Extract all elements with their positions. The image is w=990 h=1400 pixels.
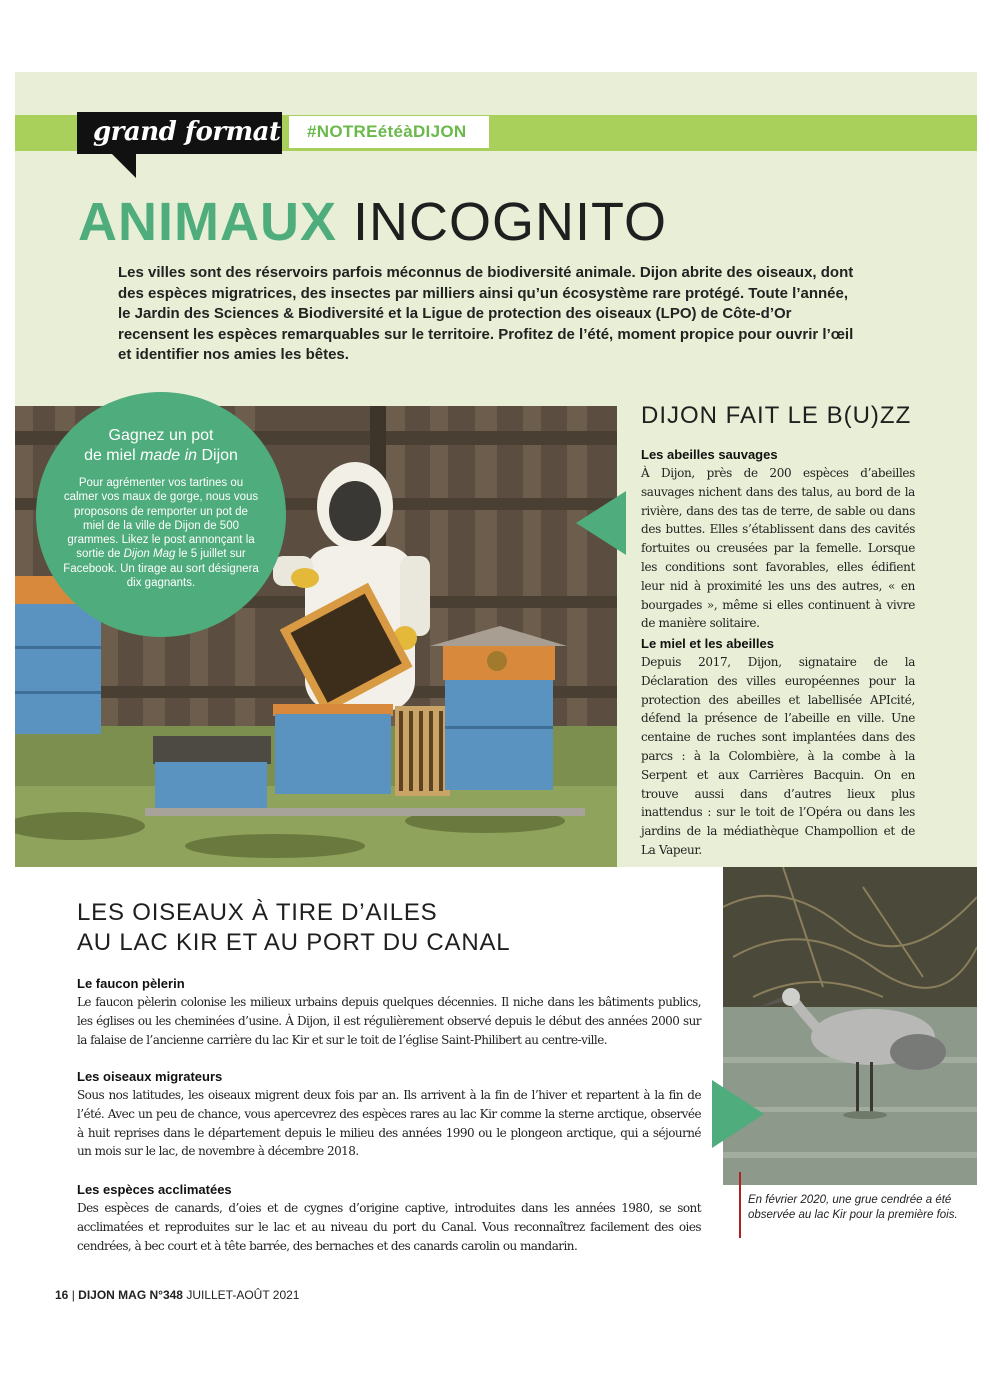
bees-wild-block	[641, 446, 915, 633]
intro-paragraph: Les villes sont des réservoirs parfois méconnus de biodiversité animale. Dijon abrite des oiseaux, dont des espèces migratrices, des insectes par milliers ainsi qu’un écosystème rare protégé. Toute l’année, le Jardin des Sciences & Biodiversité et la Ligue de protection des oiseaux (LPO) de Côte-d’Or recensent les espèces remarquables sur le territoire. Profitez de l’été, moment propice pour ouvrir l’œil et identifier nos amies les bêtes.	[118, 264, 854, 364]
hashtag-tag: #NOTREétéàDIJON	[289, 116, 489, 148]
caption-rule	[739, 1172, 741, 1238]
section-tag-tail	[112, 154, 136, 178]
page-title	[78, 190, 667, 254]
magazine-issue: DIJON MAG N°348	[78, 1288, 183, 1302]
bees-subheading-2: Le miel et les abeilles	[641, 636, 774, 651]
birds-paragraph-1: Le faucon pèlerin colonise les milieux urbains depuis quelques décennies. Il niche dans les bâtiments publics, les églises ou les cheminées d’usine. À Dijon, il est régulièrement observé depuis le début des années 2000 sur la falaise de l’ancienne carrière du lac Kir et sur le toit de l’église Saint-Philibert au centre-ville.	[77, 995, 701, 1047]
pointer-triangle-left	[576, 491, 626, 555]
bees-honey-block	[641, 635, 915, 860]
birds-subheading-3: Les espèces acclimatées	[77, 1182, 232, 1197]
page-footer: 16 | DIJON MAG N°348 JUILLET-AOÛT 2021	[55, 1288, 300, 1302]
bees-subheading-1: Les abeilles sauvages	[641, 447, 778, 462]
birds-subheading-1: Le faucon pèlerin	[77, 976, 185, 991]
title-part-2: INCOGNITO	[353, 192, 668, 252]
page-number: 16	[55, 1288, 69, 1302]
title-part-1: ANIMAUX	[78, 192, 337, 252]
bees-paragraph-1: À Dijon, près de 200 espèces d’abeilles sauvages nichent dans des talus, au bord de la rivière, dans des tas de terre, de sable ou dans des buttes. Elles s’établissent dans des cavités fortuites ou creusées par la femelle. Lorsque les conditions sont favorables, elles édifient leur nid à proximité les uns des autres, « en bourgades », même si elles continuent à vivre de manière solitaire.	[641, 466, 915, 631]
contest-circle	[36, 392, 286, 637]
photo-caption: En février 2020, une grue cendrée a été observée au lac Kir pour la première fois.	[748, 1194, 958, 1221]
birds-falcon-block	[77, 975, 701, 1049]
birds-subheading-2: Les oiseaux migrateurs	[77, 1069, 223, 1084]
bees-section-title: DIJON FAIT LE B(U)ZZ	[641, 402, 912, 429]
contest-body: Pour agrémenter vos tartines ou calmer vos maux de gorge, nous vous proposons de remporter un pot de miel de la ville de Dijon de 500 grammes. Likez le post annonçant la sortie de Dijon Mag le 5 juillet sur Facebook. Un tirage au sort désignera dix gagnants.	[63, 477, 259, 590]
birds-section-title: LES OISEAUX À TIRE D’AILES AU LAC KIR ET AU PORT DU CANAL	[77, 899, 511, 956]
birds-paragraph-2: Sous nos latitudes, les oiseaux migrent deux fois par an. Ils arrivent à la fin de l’hiver et repartent à la fin de l’été. Avec un peu de chance, vous apercevrez des espèces rares au lac Kir comme la sterne arctique, observée à huit reprises dans le département depuis le milieu des années 1990 ou le plongeon arctique, qui a séjourné un mois sur le lac, de novembre à décembre 2018.	[77, 1088, 701, 1159]
birds-paragraph-3: Des espèces de canards, d’oies et de cygnes d’origine captive, introduites dans les années 1980, se sont acclimatées et reproduites sur le lac et au niveau du port du Canal. Vous reconnaîtrez facilement des oies cendrées, à bec court et à tête barrée, des bernaches et des canards carolin ou mandarin.	[77, 1201, 701, 1253]
bees-paragraph-2: Depuis 2017, Dijon, signataire de la Déclaration des villes européennes pour la protection des abeilles et labellisée APIcité, défend la présence de l’abeille en ville. Une centaine de ruches sont implantées dans des parcs : à la Colombière, à la combe à la Serpent et aux Carrières Bacquin. On en trouve aussi dans d’autres lieux plus inattendus : sur le toit de l’Opéra ou dans les jardins de la médiathèque Champollion et de La Vapeur.	[641, 655, 915, 857]
section-tag: grand format	[77, 112, 282, 154]
birds-acclimated-block	[77, 1181, 701, 1255]
contest-heading: Gagnez un pot de miel made in Dijon	[84, 427, 238, 464]
issue-date: JUILLET-AOÛT 2021	[182, 1288, 300, 1302]
pointer-triangle-right	[712, 1080, 764, 1148]
birds-migrants-block	[77, 1068, 701, 1161]
